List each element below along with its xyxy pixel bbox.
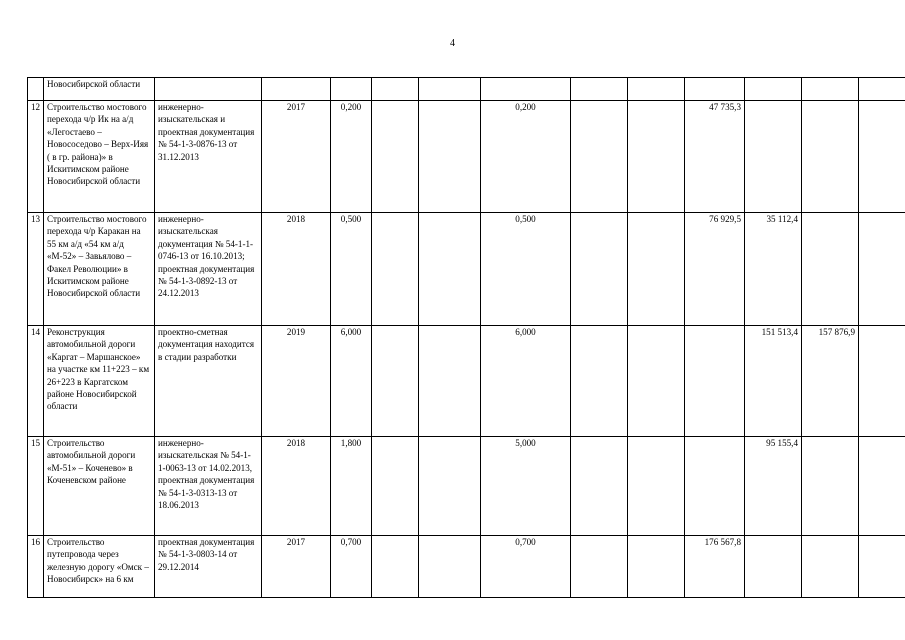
- cell-length-b: 5,000: [481, 437, 571, 536]
- cell-num: [28, 78, 44, 101]
- cell-num: 12: [28, 101, 44, 213]
- cell-amount-1: 176 567,8: [685, 536, 745, 598]
- cell-object-name: Строительство мостового перехода ч/р Ик на а/д «Легостаево – Новососедово – Верх-Ияя ( в гр. района)» в Искитимском районе Новосибирской области: [44, 101, 155, 213]
- cell-amount-3: [802, 213, 859, 326]
- cell-amount-1: [685, 437, 745, 536]
- cell-documentation: проектно-сметная документация находится в стадии разработки: [155, 326, 262, 437]
- cell-amount-3: 157 876,9: [802, 326, 859, 437]
- cell-length-b: 0,200: [481, 101, 571, 213]
- cell-amount-2: [745, 536, 802, 598]
- cell-amount-2: 151 513,4: [745, 326, 802, 437]
- table-row: [28, 101, 905, 213]
- cell-num: 15: [28, 437, 44, 536]
- cell-amount-2: [745, 101, 802, 213]
- cell-amount-3: [802, 437, 859, 536]
- cell-length-b: 0,500: [481, 213, 571, 326]
- table-row: [28, 213, 905, 326]
- table-row-continuation: [28, 78, 905, 101]
- cell-year: 2018: [262, 437, 331, 536]
- table-row: [28, 536, 905, 598]
- cell-amount-1: 47 735,3: [685, 101, 745, 213]
- cell-year: 2019: [262, 326, 331, 437]
- cell-amount-3: [802, 536, 859, 598]
- cell-documentation: инженерно-изыскательская № 54-1-1-0063-13 от 14.02.2013, проектная документация № 54-1-3-0313-13 от 18.06.2013: [155, 437, 262, 536]
- cell-length-a: 6,000: [331, 326, 372, 437]
- cell-length-a: 0,500: [331, 213, 372, 326]
- cell-year: 2017: [262, 101, 331, 213]
- cell-object-name: Строительство мостового перехода ч/р Каракан на 55 км а/д «54 км а/д «М-52» – Завьялово – Факел Революции» в Искитимском районе Новосибирской области: [44, 213, 155, 326]
- cell-num: 13: [28, 213, 44, 326]
- cell-length-a: 1,800: [331, 437, 372, 536]
- cell-length-a: 0,700: [331, 536, 372, 598]
- cell-num: 16: [28, 536, 44, 598]
- cell-object-name: Строительство автомобильной дороги «М-51» – Коченево» в Коченевском районе: [44, 437, 155, 536]
- cell-length-b: 0,700: [481, 536, 571, 598]
- cell-object-name: Строительство путепровода через железную дорогу «Омск – Новосибирск» на 6 км: [44, 536, 155, 598]
- cell-num: 14: [28, 326, 44, 437]
- cell-documentation: инженерно-изыскательская документация № 54-1-1-0746-13 от 16.10.2013; проектная документация № 54-1-3-0892-13 от 24.12.2013: [155, 213, 262, 326]
- objects-table: [27, 77, 905, 598]
- cell-amount-3: [802, 101, 859, 213]
- cell-documentation: проектная документация № 54-1-3-0803-14 от 29.12.2014: [155, 536, 262, 598]
- cell-amount-1: 76 929,5: [685, 213, 745, 326]
- cell-amount-2: 95 155,4: [745, 437, 802, 536]
- cell-length-b: 6,000: [481, 326, 571, 437]
- cell-object-name: Реконструкция автомобильной дороги «Каргат – Маршанское» на участке км 11+223 – км 26+223 в Каргатском районе Новосибирской области: [44, 326, 155, 437]
- page-number: 4: [450, 38, 455, 49]
- cell-year: 2017: [262, 536, 331, 598]
- table-row: [28, 326, 905, 437]
- cell-documentation: инженерно-изыскательская и проектная документация № 54-1-3-0876-13 от 31.12.2013: [155, 101, 262, 213]
- cell-object-name: Новосибирской области: [44, 78, 155, 101]
- cell-year: 2018: [262, 213, 331, 326]
- cell-amount-1: [685, 326, 745, 437]
- cell-amount-2: 35 112,4: [745, 213, 802, 326]
- cell-length-a: 0,200: [331, 101, 372, 213]
- table-row: [28, 437, 905, 536]
